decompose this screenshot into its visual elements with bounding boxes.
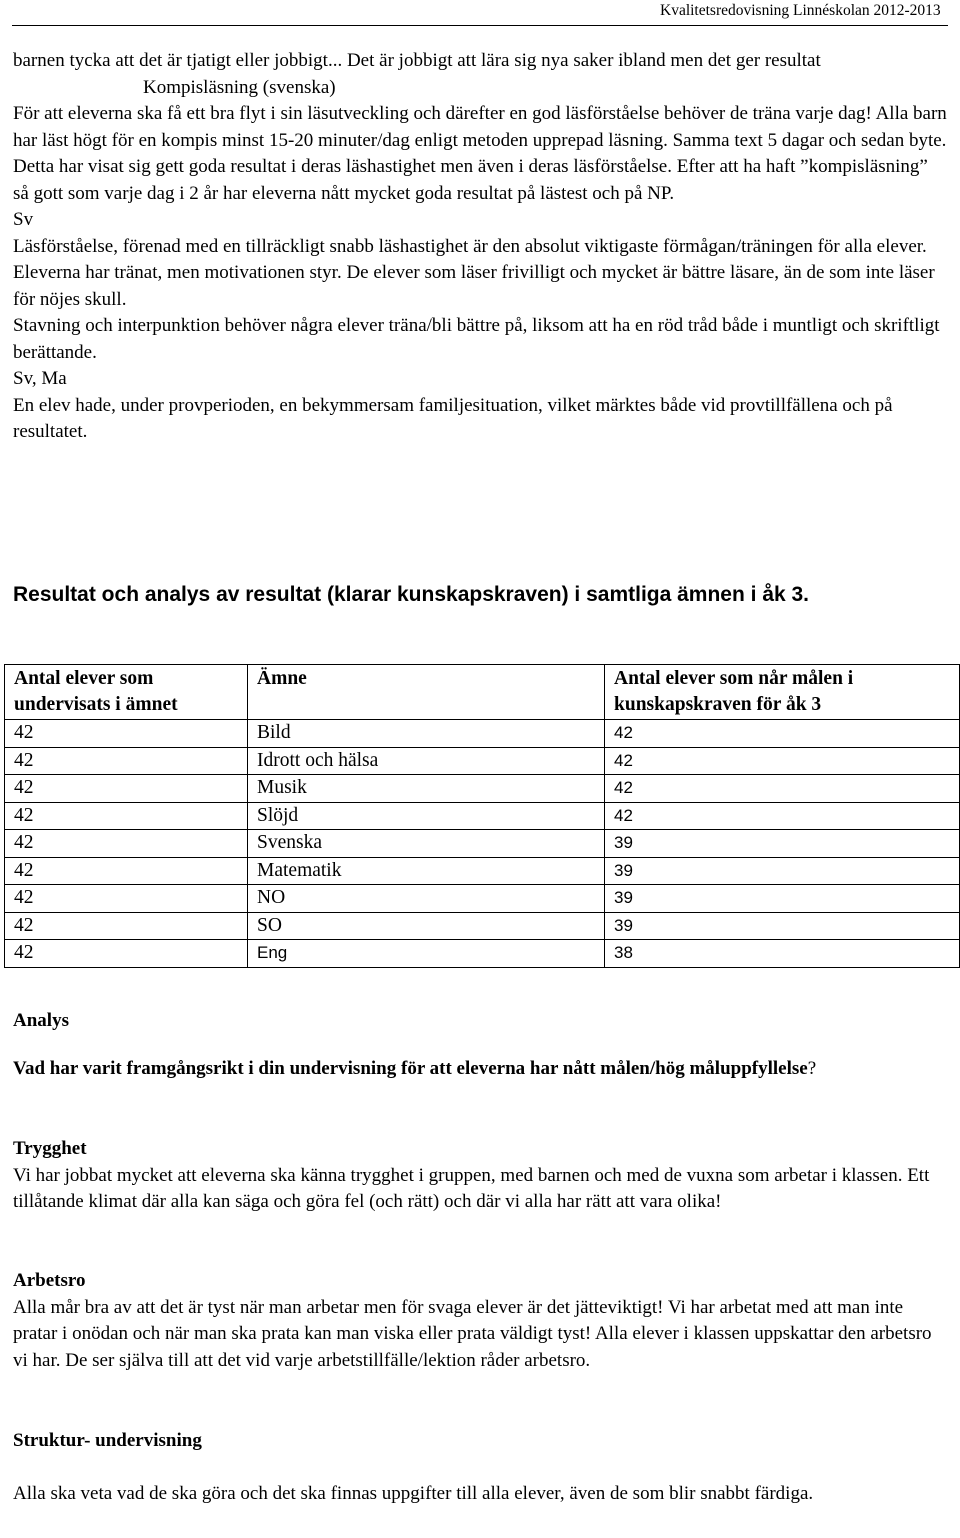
analysis-question-mark: ? [807,1058,817,1079]
cell-passed: 38 [605,940,960,968]
intro-paragraph: Stavning och interpunktion behöver några elever träna/bli bättre på, liksom att ha en röd tråd både i muntligt och skriftligt berättande. [13,315,940,363]
cell-passed: 39 [605,885,960,913]
intro-line: barnen tycka att det är tjatigt eller jobbigt... Det är jobbigt att lära sig nya saker ibland men det ger resultat [13,50,821,71]
table-row [5,885,960,913]
intro-subheading: Kompisläsning (svenska) [143,76,336,98]
table-row [5,720,960,748]
header-divider [12,25,948,26]
intro-paragraph: För att eleverna ska få ett bra flyt i sin läsutveckling och därefter en god läsförståelse behöver de träna varje dag! Alla barn har läst högt för en kompis minst 15-20 minuter/dag enligt metoden upprepad läsning. Samma text 5 dagar och sedan byte. Detta har visat sig gett goda resultat i deras läshastighet men även i deras läsförståelse. Efter att ha haft ”kompisläsning” så gott som varje dag i 2 år har eleverna nått mycket goda resultat på lästest och på NP. [13,103,947,204]
analysis-section [13,1008,948,1035]
intro-paragraph: En elev hade, under provperioden, en bekymmersam familjesituation, vilket märktes både vid provtillfällena och på resultatet. [13,394,893,442]
cell-subject: Bild [248,720,605,748]
table-row [5,940,960,968]
section-heading: Arbetsro [13,1270,86,1291]
cell-subject: SO [248,912,605,940]
cell-subject: Matematik [248,857,605,885]
intro-label-sv: Sv [13,209,34,230]
analysis-question [13,1056,948,1083]
section-arbetsro [13,1268,948,1374]
table-row [5,802,960,830]
section-trygghet [13,1136,948,1216]
cell-subject: Slöjd [248,802,605,830]
cell-count: 42 [5,885,248,913]
document-header-title: Kvalitetsredovisning Linnéskolan 2012-2013 [660,2,941,19]
header-passed: Antal elever som når målen i kunskapskraven för åk 3 [605,665,960,720]
cell-count: 42 [5,775,248,803]
cell-subject: Idrott och hälsa [248,747,605,775]
section-heading: Struktur- undervisning [13,1430,202,1451]
cell-subject: NO [248,885,605,913]
table-row [5,830,960,858]
table-row [5,775,960,803]
cell-count: 42 [5,830,248,858]
header-subject: Ämne [248,665,605,720]
section-text: Vi har jobbat mycket att eleverna ska känna trygghet i gruppen, med barnen och med de vuxna som arbetar i klassen. Ett tillåtande klimat där alla kan säga och göra fel (och rätt) och där vi alla har rätt att vara olika! [13,1164,930,1212]
cell-passed: 42 [605,802,960,830]
cell-passed: 42 [605,775,960,803]
cell-count: 42 [5,857,248,885]
cell-count: 42 [5,720,248,748]
cell-passed: 39 [605,857,960,885]
results-table [4,664,960,968]
intro-label-sv-ma: Sv, Ma [13,368,67,389]
cell-passed: 39 [605,830,960,858]
cell-subject: Musik [248,775,605,803]
cell-count: 42 [5,802,248,830]
cell-passed: 39 [605,912,960,940]
section-struktur [13,1428,948,1507]
cell-passed: 42 [605,720,960,748]
section-text: Alla mår bra av att det är tyst när man arbetar men för svaga elever är det jätteviktigt! Vi har arbetat med att man inte pratar i onödan och när man ska prata kan man viska eller prata väldigt tyst! Alla elever i klassen uppskattar den arbetsro vi har. De ser själva till att det vid varje arbetstillfälle/lektion råder arbetsro. [13,1296,932,1371]
table-row [5,912,960,940]
table-row [5,857,960,885]
cell-count: 42 [5,940,248,968]
cell-subject: Eng [248,940,605,968]
cell-count: 42 [5,912,248,940]
analysis-question-text: Vad har varit framgångsrikt i din undervisning för att eleverna har nått målen/hög måluppfyllelse [13,1058,808,1079]
intro-text [13,48,948,446]
intro-paragraph: Läsförståelse, förenad med en tillräckligt snabb läshastighet är den absolut viktigaste förmågan/träningen för alla elever. Eleverna har tränat, men motivationen styr. De elever som läser frivilligt och mycket är bättre läsare, än de som inte läser för nöjes skull. [13,235,935,310]
cell-passed: 42 [605,747,960,775]
section-text: Alla ska veta vad de ska göra och det ska finnas uppgifter till alla elever, även de som blir snabbt färdiga. [13,1482,814,1504]
header-count: Antal elever som undervisats i ämnet [5,665,248,720]
cell-count: 42 [5,747,248,775]
section-heading: Trygghet [13,1138,87,1159]
cell-subject: Svenska [248,830,605,858]
analysis-title: Analys [13,1010,69,1031]
table-row [5,747,960,775]
table-header-row [5,665,960,720]
results-heading: Resultat och analys av resultat (klarar kunskapskraven) i samtliga ämnen i åk 3. [13,583,810,606]
